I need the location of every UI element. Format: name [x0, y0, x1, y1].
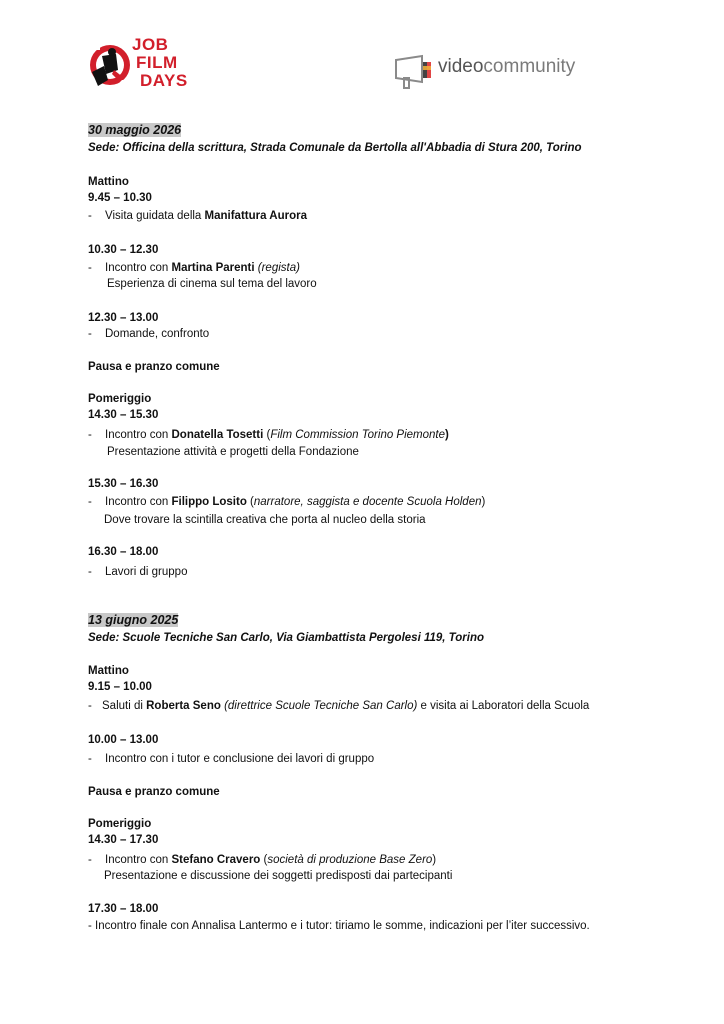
day1-s5-time: 15.30 – 16.30	[88, 478, 159, 490]
day2-venue: Sede: Scuole Tecniche San Carlo, Via Giambattista Pergolesi 119, Torino	[88, 632, 485, 644]
job-film-days-logo	[88, 36, 212, 96]
day1-s2-detail: Esperienza di cinema sul tema del lavoro	[107, 278, 317, 290]
day1-morning-label: Mattino	[88, 176, 129, 188]
day2-date: 13 giugno 2025	[88, 613, 179, 627]
day2-s2-time: 10.00 – 13.00	[88, 734, 159, 746]
day2-s4-item: - Incontro finale con Annalisa Lantermo e i tutor: tiriamo le somme, indicazioni per l’iter successivo.	[88, 920, 590, 932]
videocommunity-logo	[394, 52, 594, 90]
day1-s1-item: - Visita guidata della Manifattura Aurora	[88, 210, 307, 222]
logo-line-days: DAYS	[140, 71, 188, 90]
day1-s4-detail: Presentazione attività e progetti della Fondazione	[107, 446, 359, 458]
day1-afternoon-label: Pomeriggio	[88, 393, 152, 405]
day1-s3-time: 12.30 – 13.00	[88, 312, 159, 324]
logo-community-text: community	[483, 56, 576, 77]
day2-s3-detail: Presentazione e discussione dei soggetti predisposti dai partecipanti	[104, 870, 453, 882]
day1-s4-time: 14.30 – 15.30	[88, 409, 159, 421]
day2-s1-time: 9.15 – 10.00	[88, 681, 152, 693]
day1-date: 30 maggio 2026	[88, 123, 182, 137]
day2-afternoon-label: Pomeriggio	[88, 818, 152, 830]
logo-line-job: JOB	[132, 35, 169, 54]
logo-line-film: FILM	[136, 53, 178, 72]
logo-video-text: video	[438, 56, 484, 77]
day1-lunch: Pausa e pranzo comune	[88, 361, 220, 373]
day2-s3-item: - Incontro con Stefano Cravero (società di produzione Base Zero)	[88, 854, 437, 866]
day2-s4-time: 17.30 – 18.00	[88, 903, 159, 915]
day1-s5-detail: Dove trovare la scintilla creativa che porta al nucleo della storia	[104, 514, 426, 526]
day2-morning-label: Mattino	[88, 665, 129, 677]
day1-s2-time: 10.30 – 12.30	[88, 244, 159, 256]
day1-s3-item: - Domande, confronto	[88, 328, 210, 340]
megaphone-icon	[394, 52, 434, 90]
day2-s1-item: - Saluti di Roberta Seno (direttrice Scuole Tecniche San Carlo) e visita ai Laboratori della Scuola	[88, 700, 590, 712]
day1-s6-time: 16.30 – 18.00	[88, 546, 159, 558]
day1-s6-item: - Lavori di gruppo	[88, 566, 188, 578]
day1-s2-item: - Incontro con Martina Parenti (regista)	[88, 262, 300, 274]
day2-s3-time: 14.30 – 17.30	[88, 834, 159, 846]
day1-s1-time: 9.45 – 10.30	[88, 192, 152, 204]
day1-s5-item: - Incontro con Filippo Losito (narratore, saggista e docente Scuola Holden)	[88, 496, 486, 508]
day1-venue: Sede: Officina della scrittura, Strada Comunale da Bertolla all'Abbadia di Stura 200, Torino	[88, 142, 582, 154]
day2-s2-item: - Incontro con i tutor e conclusione dei lavori di gruppo	[88, 753, 375, 765]
day1-s4-item: - Incontro con Donatella Tosetti (Film Commission Torino Piemonte)	[88, 429, 449, 441]
day2-lunch: Pausa e pranzo comune	[88, 786, 220, 798]
film-clapper-icon	[88, 36, 132, 94]
